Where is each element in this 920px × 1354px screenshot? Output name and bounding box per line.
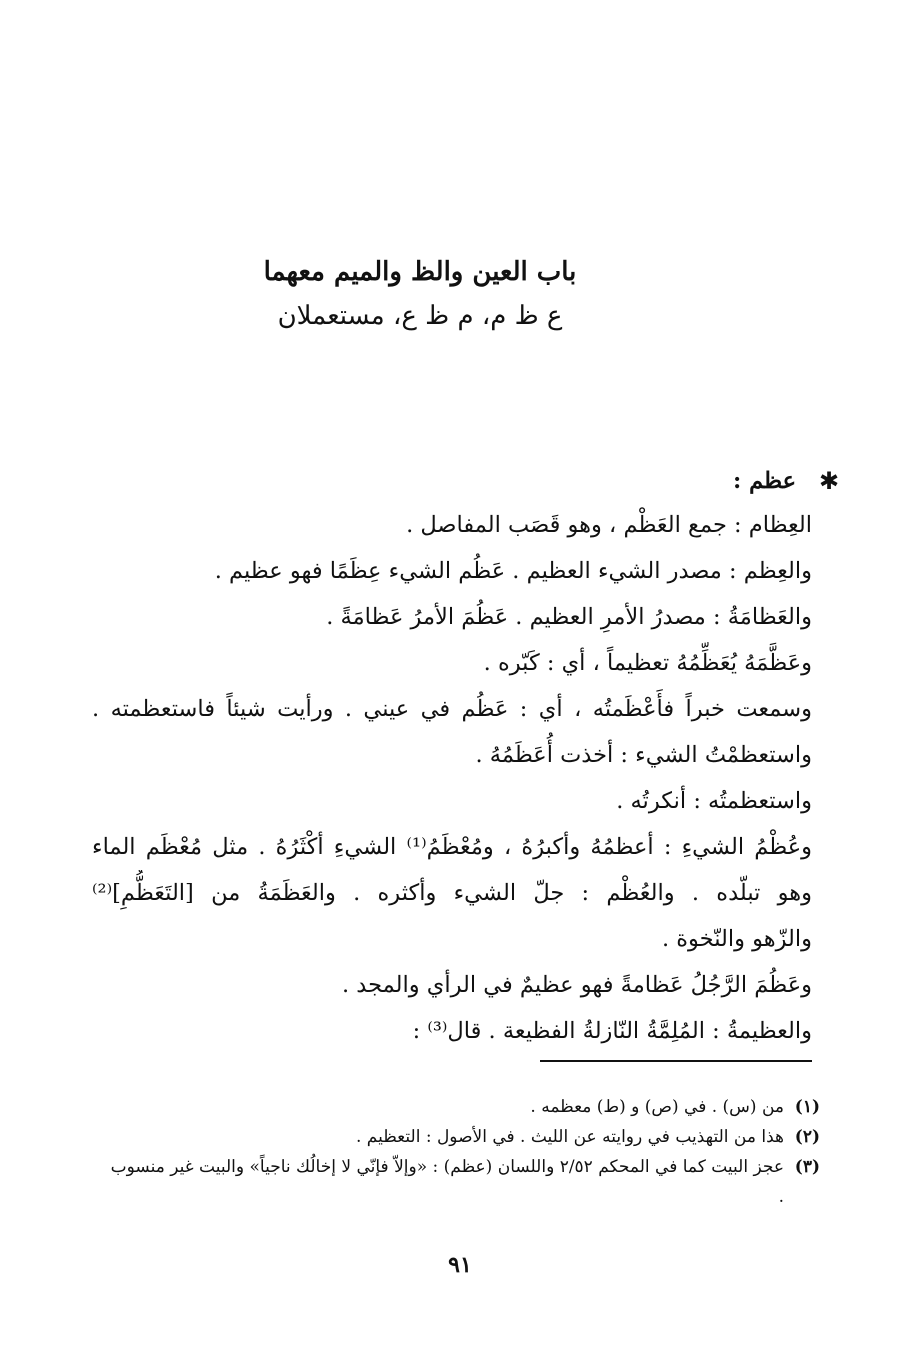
footnote-divider <box>540 1060 812 1062</box>
entry-header <box>92 460 840 502</box>
star-icon: ✱ <box>818 467 840 495</box>
text-line: واستعظمتُه : أنكرتُه . <box>616 788 812 814</box>
entry-word: عظم : <box>733 468 796 494</box>
footnote-number: (١) <box>794 1097 820 1117</box>
text-line: واستعظمْتُ الشيء : أخذت أُعَظَمُهُ . <box>475 742 812 768</box>
chapter-subtitle: ع ظ م، م ظ ع، مستعملان <box>277 301 563 331</box>
text-line: والعِظم : مصدر الشيء العظيم . عَظُم الشيء عِظَمًا فهو عظيم . <box>214 558 812 584</box>
text-line: وعَظَّمَهُ يُعَظِّمُهُ تعظيماً ، أي : كَبّره . <box>483 650 812 676</box>
text-line: والزّهو والنّخوة . <box>661 926 812 952</box>
footnote-number: (٣) <box>794 1157 820 1177</box>
footnote <box>105 1152 820 1212</box>
text-line: وهو تبلّده . والعُظْم : جلّ الشيء وأكثره . والعَظَمَةُ من [التَعَظُّمِ]⁽²⁾ <box>92 880 812 906</box>
page-number: ٩١ <box>448 1252 472 1278</box>
footnote-number: (٢) <box>794 1127 820 1147</box>
chapter-heading <box>180 250 660 338</box>
text-line: العِظام : جمع العَظْم ، وهو قَصَب المفاصل . <box>406 512 812 538</box>
text-line: والعَظامَةُ : مصدرُ الأمرِ العظيم . عَظُمَ الأمرُ عَظامَةً . <box>326 604 812 630</box>
text-line: وسمعت خبراً فأَعْظَمتُه ، أي : عَظُم في عيني . ورأيت شيئاً فاستعظمته . <box>92 696 812 722</box>
footnotes <box>105 1092 820 1212</box>
footnote-text: عجز البيت كما في المحكم ٢/٥٢ واللسان (عظم) : «وإلاّ فإنّي لا إخالُك ناجياً» والبيت غير منسوب . <box>110 1157 784 1207</box>
entry-body <box>92 460 840 1054</box>
footnote-text: هذا من التهذيب في روايته عن الليث . في الأصول : التعظيم . <box>355 1127 784 1147</box>
footnote <box>105 1122 820 1152</box>
text-line: وعَظُمَ الرَّجُلُ عَظامةً فهو عظيمٌ في الرأي والمجد . <box>341 972 812 998</box>
text-line: وعُظْمُ الشيءِ : أعظمُهُ وأكبرُهُ ، ومُعْظَمُ⁽¹⁾ الشيءِ أكْثَرُهُ . مثل مُعْظَم الماء <box>92 834 812 860</box>
chapter-title: باب العين والظ والميم معهما <box>263 257 577 287</box>
text-line: والعظيمةُ : المُلِمَّةُ النّازلةُ الفظيعة . قال⁽³⁾ : <box>412 1018 812 1044</box>
footnote <box>105 1092 820 1122</box>
footnote-text: من (س) . في (ص) و (ط) معظمه . <box>530 1097 784 1117</box>
